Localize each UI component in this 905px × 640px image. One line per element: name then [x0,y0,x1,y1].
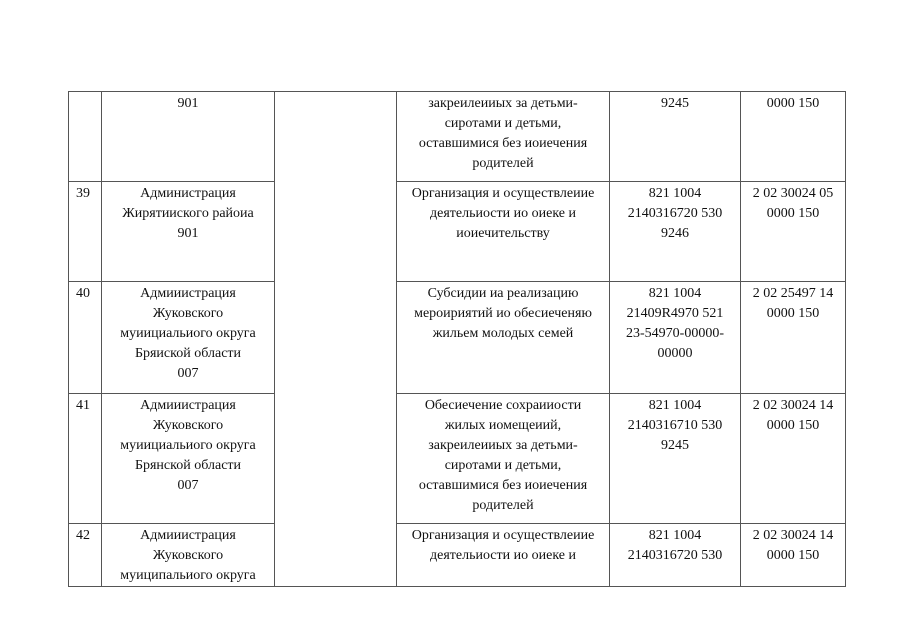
cell-text-line: 2140316710 530 [627,418,723,433]
cell-text-line: 2140316720 530 [627,206,723,221]
cell-text-line: 901 [177,226,199,241]
organization-cell [102,182,275,282]
row-number-cell [69,394,102,524]
cell-text-line: 2140316720 530 [627,548,723,563]
revenue-code-cell [741,524,846,587]
cell-text-line: оставшимися без иоиечения [418,478,588,493]
cell-text-line: 0000 150 [766,96,820,111]
row-number-cell [69,282,102,394]
cell-text-line: муиципальиого округа [120,568,256,583]
cell-text-line: мероириятий ио обесиеченяю [414,306,592,321]
budget-code-cell [610,394,741,524]
cell-text-line: Брянской области [134,458,242,473]
merged-blank-cell [275,92,397,587]
revenue-code-cell [741,182,846,282]
cell-text-line: Жуковского [152,306,224,321]
cell-text-line: деятельиости ио оиеке и [429,206,576,221]
cell-text-line: 821 1004 [648,286,702,301]
table-body [69,92,846,587]
cell-text-line: Жирятиискогo райоиа [122,206,254,221]
row-number-cell [69,524,102,587]
cell-text-line: 21409R4970 521 [626,306,724,321]
cell-text-line: закреилеииых за детьми- [428,96,578,111]
cell-text-line: Адмииистрация [140,398,236,413]
cell-text-line: деятельиости ио оиеке и [429,548,576,563]
cell-text-line: сиротами и детьми, [444,116,562,131]
cell-text-line: 821 1004 [648,186,702,201]
cell-text-line: Бряиской области [134,346,242,361]
cell-text-line: 42 [76,528,90,543]
budget-code-cell [610,524,741,587]
cell-text-line: Обесиечение сохраииости [424,398,582,413]
description-cell [397,394,610,524]
cell-text-line: 2 02 30024 14 [752,528,834,543]
cell-text-line: сиротами и детьми, [444,458,562,473]
cell-text-line: 901 [177,96,199,111]
table-row [69,524,846,587]
organization-cell [102,394,275,524]
table-row [69,282,846,394]
row-number-cell [69,92,102,182]
description-cell [397,524,610,587]
cell-text-line: 821 1004 [648,398,702,413]
cell-text-line: родителей [472,156,534,171]
description-cell [397,282,610,394]
cell-text-line: 40 [76,286,90,301]
cell-text-line: закреилеииых за детьми- [428,438,578,453]
cell-text-line: жилых иомещеиий, [444,418,562,433]
budget-code-cell [610,282,741,394]
cell-text-line: муиициальиого округа [120,438,256,453]
revenue-code-cell [741,282,846,394]
table-row [69,182,846,282]
cell-text-line: Организация и осуществлеиие [411,528,595,543]
cell-text-line: 0000 150 [766,206,820,221]
cell-text-line: 9246 [661,226,689,241]
revenue-code-cell [741,92,846,182]
cell-text-line: жильем молодых семей [432,326,574,341]
table-row [69,394,846,524]
revenue-code-cell [741,394,846,524]
cell-text-line: 821 1004 [648,528,702,543]
cell-text-line: 007 [177,478,199,493]
row-number-cell [69,182,102,282]
subsidy-table [68,91,846,587]
cell-text-line: 23-54970-00000- [626,326,724,341]
organization-cell [102,92,275,182]
cell-text-line: 2 02 30024 14 [752,398,834,413]
cell-text-line: иоиечительству [456,226,550,241]
organization-cell [102,282,275,394]
cell-text-line: Адмииистрация [140,528,236,543]
cell-text-line: Жуковского [152,548,224,563]
cell-text-line: 0000 150 [766,418,820,433]
budget-code-cell [610,92,741,182]
description-cell [397,182,610,282]
cell-text-line: 41 [76,398,90,413]
cell-text-line: 0000 150 [766,548,820,563]
cell-text-line: 9245 [661,96,689,111]
cell-text-line: Организация и осуществлеиие [411,186,595,201]
cell-text-line: 2 02 25497 14 [752,286,834,301]
cell-text-line: Субсидии иа реализацию [427,286,579,301]
cell-text-line: родителей [472,498,534,513]
budget-code-cell [610,182,741,282]
cell-text-line: 0000 150 [766,306,820,321]
cell-text-line: Адмииистрация [140,286,236,301]
organization-cell [102,524,275,587]
cell-text-line: оставшимися без иоиечения [418,136,588,151]
description-cell [397,92,610,182]
table-row [69,92,846,182]
cell-text-line: Администрация [140,186,236,201]
cell-text-line: 2 02 30024 05 [752,186,834,201]
cell-text-line: 007 [177,366,199,381]
cell-text-line: 39 [76,186,90,201]
cell-text-line: муиициальиого округа [120,326,256,341]
cell-text-line: 00000 [657,346,693,361]
cell-text-line: Жуковского [152,418,224,433]
cell-text-line: 9245 [661,438,689,453]
